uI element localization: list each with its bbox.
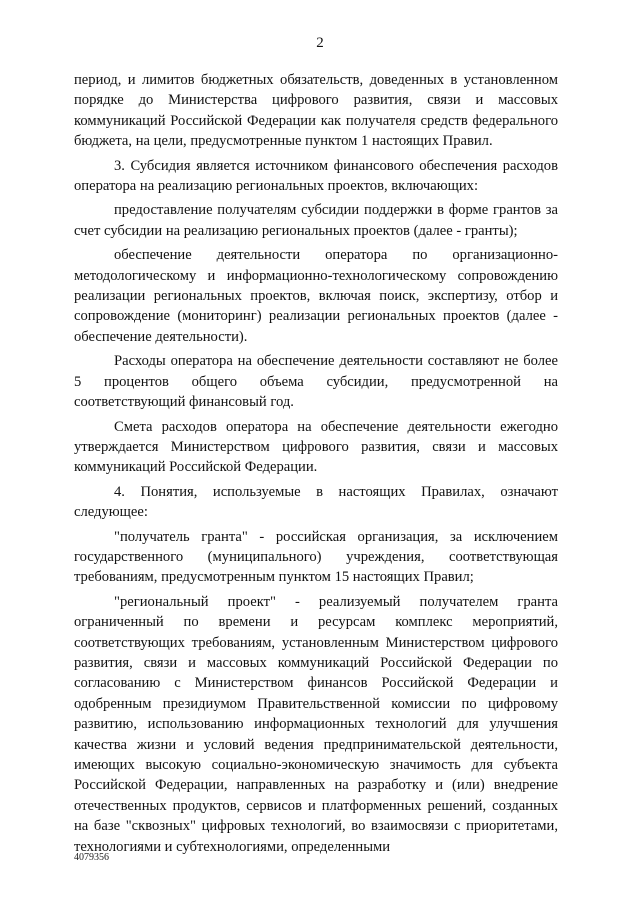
paragraph-expense-estimate: Смета расходов оператора на обеспечение деятельности ежегодно утверждается Министерством цифрового развития, связи и массовых коммуникаций Российской Федерации.: [74, 418, 558, 476]
paragraph-grants: предоставление получателям субсидии поддержки в форме грантов за счет субсидии на реализацию региональных проектов (далее - гранты);: [74, 202, 558, 239]
document-body: [74, 70, 558, 861]
paragraph-operator-support: обеспечение деятельности оператора по организационно-методологическому и информационно-технологическому сопровождению реализации региональных проектов, включая поиск, экспертизу, отбор и сопровождение (мониторинг) реализации региональных проектов (далее - обеспечение деятельности).: [74, 247, 558, 345]
paragraph-item-4: 4. Понятия, используемые в настоящих Правилах, означают следующее:: [74, 483, 558, 521]
paragraph-item-3: 3. Субсидия является источником финансового обеспечения расходов оператора на реализацию региональных проектов, включающих:: [74, 157, 558, 195]
paragraph-grant-recipient-definition: "получатель гранта" - российская организация, за исключением государственного (муниципального) учреждения, соответствующая требованиям, предусмотренным пунктом 15 настоящих Правил;: [74, 528, 558, 586]
paragraph-continuation: период, и лимитов бюджетных обязательств, доведенных в установленном порядке до Министерства цифрового развития, связи и массовых коммуникаций Российской Федерации как получателя средств федерального бюджета, на цели, предусмотренные пунктом 1 настоящих Правил.: [74, 72, 558, 150]
page-number: 2: [316, 35, 324, 51]
paragraph-expense-limit: Расходы оператора на обеспечение деятельности составляют не более 5 процентов общего объема субсидии, предусмотренной на соответствующий финансовый год.: [74, 353, 558, 411]
document-code: 4079356: [74, 852, 109, 863]
paragraph-regional-project-definition: "региональный проект" - реализуемый получателем гранта ограниченный по времени и ресурсам комплекс мероприятий, соответствующих требованиям, установленным Министерством цифрового развития, связи и массовых коммуникаций Российской Федерации по согласованию с Министерством финансов Российской Федерации и одобренным президиумом Правительственной комиссии по цифровому развитию, использованию информационных технологий для улучшения качества жизни и условий ведения предпринимательской деятельности, имеющих высокую социально-экономическую значимость для субъекта Российской Федерации, направленных на разработку и (или) внедрение отечественных продуктов, сервисов и платформенных решений, созданных на базе "сквозных" цифровых технологий, во взаимосвязи с приоритетами, технологиями и субтехнологиями, определенными: [74, 593, 558, 855]
